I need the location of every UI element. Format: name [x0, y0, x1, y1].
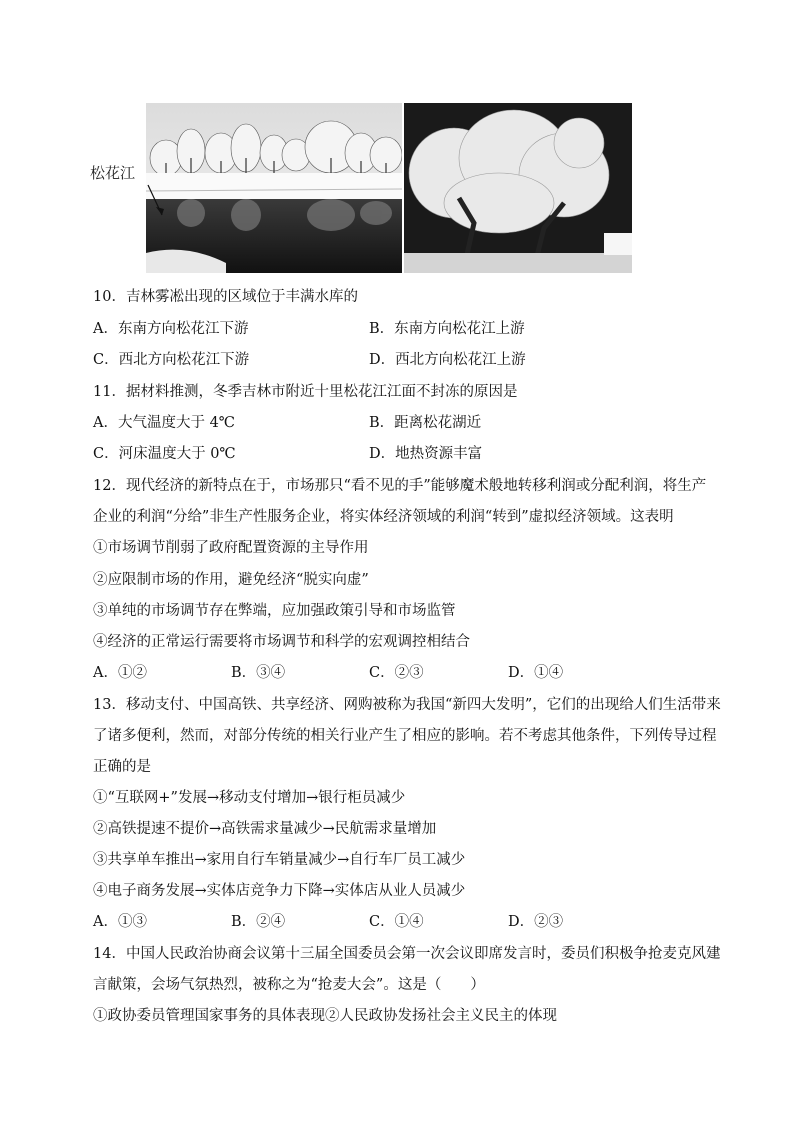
figure-photos — [146, 103, 632, 273]
q11-option-a: A．大气温度大于 4℃ — [93, 415, 236, 431]
q13-statement-1: ①“互联网+”发展→移动支付增加→银行柜员减少 — [93, 790, 406, 806]
q12-option-a: A．①② — [93, 665, 147, 681]
q13-option-b: B．②④ — [231, 914, 286, 930]
q11-stem: 11．据材料推测，冬季吉林市附近十里松花江江面不封冻的原因是 — [93, 384, 518, 400]
q14-statement-1: ①政协委员管理国家事务的具体表现②人民政协发扬社会主义民主的体现 — [93, 1008, 557, 1024]
q11-option-c: C．河床温度大于 0℃ — [93, 446, 236, 462]
q11-option-b: B．距离松花湖近 — [369, 415, 482, 431]
q14-stem-line2: 言献策，会场气氛热烈，被称之为“抢麦大会”。这是（ ） — [93, 977, 485, 993]
q12-stem-line1: 12．现代经济的新特点在于，市场那只“看不见的手”能够魔术般地转移利润或分配利润，将生产 — [93, 478, 707, 494]
q13-statement-2: ②高铁提速不提价→高铁需求量减少→民航需求量增加 — [93, 821, 437, 837]
tree-photo-drawing — [404, 103, 632, 273]
q10-option-a: A．东南方向松花江下游 — [93, 321, 249, 337]
q10-option-b: B．东南方向松花江上游 — [369, 321, 525, 337]
q13-option-c: C．①④ — [369, 914, 424, 930]
q13-stem-line2: 了诸多便利，然而，对部分传统的相关行业产生了相应的影响。若不考虑其他条件，下列传导过程 — [93, 728, 717, 744]
q12-statement-1: ①市场调节削弱了政府配置资源的主导作用 — [93, 540, 369, 556]
q12-option-d: D．①④ — [508, 665, 564, 681]
q12-statement-4: ④经济的正常运行需要将市场调节和科学的宏观调控相结合 — [93, 634, 470, 650]
rime-tree-photo — [404, 103, 632, 273]
q12-stem-line2: 企业的利润“分给”非生产性服务企业，将实体经济领域的利润“转到”虚拟经济领域。这表明 — [93, 509, 674, 525]
q10-option-d: D．西北方向松花江上游 — [369, 352, 526, 368]
q12-option-c: C．②③ — [369, 665, 424, 681]
q13-stem-line3: 正确的是 — [93, 759, 151, 775]
q14-stem-line1: 14．中国人民政治协商会议第十三届全国委员会第一次会议即席发言时，委员们积极争抢麦克风建 — [93, 946, 721, 962]
q13-stem-line1: 13．移动支付、中国高铁、共享经济、网购被称为我国“新四大发明”，它们的出现给人们生活带来 — [93, 697, 721, 713]
q12-option-b: B．③④ — [231, 665, 286, 681]
river-photo-drawing — [146, 103, 402, 273]
q13-option-d: D．②③ — [508, 914, 564, 930]
q10-option-c: C．西北方向松花江下游 — [93, 352, 250, 368]
q13-option-a: A．①③ — [93, 914, 147, 930]
river-label: 松花江 — [90, 164, 136, 182]
q12-statement-3: ③单纯的市场调节存在弊端，应加强政策引导和市场监管 — [93, 603, 456, 619]
q10-stem: 10．吉林雾凇出现的区域位于丰满水库的 — [93, 289, 358, 305]
river-rime-photo — [146, 103, 402, 273]
q13-statement-4: ④电子商务发展→实体店竞争力下降→实体店从业人员减少 — [93, 883, 466, 899]
q11-option-d: D．地热资源丰富 — [369, 446, 483, 462]
q13-statement-3: ③共享单车推出→家用自行车销量减少→自行车厂员工减少 — [93, 852, 466, 868]
q12-statement-2: ②应限制市场的作用，避免经济“脱实向虚” — [93, 572, 369, 588]
